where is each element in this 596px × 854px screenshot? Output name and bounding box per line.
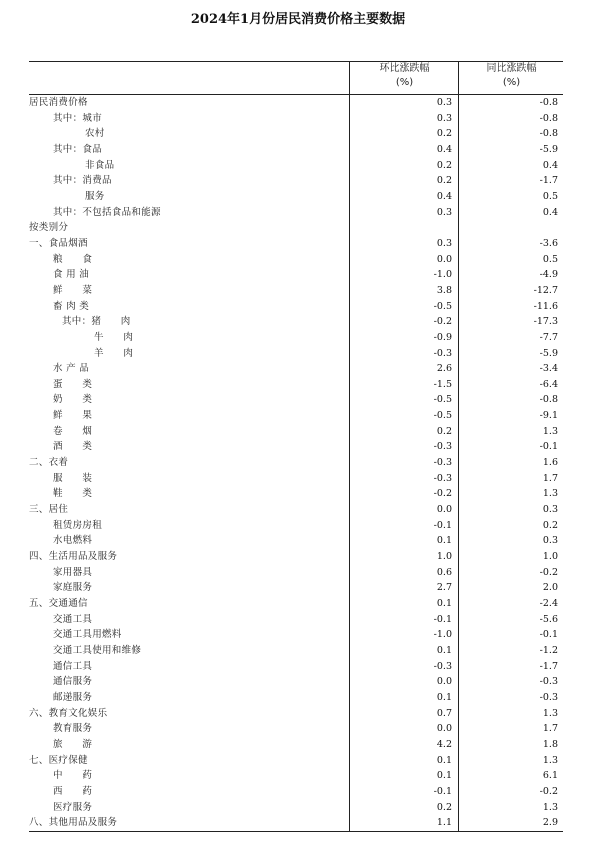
mom-value: -0.5 bbox=[433, 300, 452, 312]
mom-value: 0.3 bbox=[436, 97, 452, 108]
row-label: 家庭服务 bbox=[53, 582, 93, 594]
header-yoy bbox=[458, 62, 564, 94]
row-label: 鞋 类 bbox=[53, 488, 93, 500]
yoy-value: 1.0 bbox=[542, 551, 558, 563]
row-label: 二、衣着 bbox=[29, 457, 69, 469]
yoy-value: 1.3 bbox=[542, 488, 558, 500]
mom-value: -0.5 bbox=[433, 410, 452, 422]
row-label: 五、交通通信 bbox=[29, 598, 88, 609]
table-row bbox=[29, 815, 563, 831]
header-mom-label: 环比涨跌幅 bbox=[379, 63, 430, 74]
yoy-value: 1.3 bbox=[542, 425, 558, 437]
yoy-value: 1.3 bbox=[542, 754, 558, 766]
table-row bbox=[29, 737, 563, 753]
row-label: 水 产 品 bbox=[53, 363, 90, 375]
table-row bbox=[29, 471, 563, 487]
row-label: 粮 食 bbox=[53, 253, 93, 265]
table-row bbox=[29, 158, 563, 174]
table-row bbox=[29, 111, 563, 127]
header-mom bbox=[349, 62, 459, 94]
yoy-value: -3.6 bbox=[539, 237, 558, 249]
mom-value: 0.4 bbox=[436, 143, 452, 155]
row-label: 奶 类 bbox=[53, 394, 93, 406]
row-label: 水电燃料 bbox=[53, 535, 93, 547]
yoy-value: -0.2 bbox=[539, 566, 558, 578]
row-label: 畜 肉 类 bbox=[53, 300, 90, 312]
yoy-value: -5.9 bbox=[539, 347, 558, 359]
mom-value: -0.3 bbox=[433, 441, 452, 453]
row-label: 居民消费价格 bbox=[29, 97, 88, 108]
yoy-value: -0.1 bbox=[539, 441, 558, 453]
table-row bbox=[29, 455, 563, 471]
yoy-value: -1.7 bbox=[539, 660, 558, 672]
table-row bbox=[29, 361, 563, 377]
mom-value: 1.1 bbox=[436, 817, 452, 829]
yoy-value: -7.7 bbox=[539, 331, 558, 343]
table-row bbox=[29, 753, 563, 769]
mom-value: 0.6 bbox=[436, 566, 452, 578]
yoy-value: 1.7 bbox=[542, 723, 558, 735]
row-label: 鲜 菜 bbox=[53, 284, 93, 296]
mom-value: 0.1 bbox=[436, 644, 452, 656]
yoy-value: -0.1 bbox=[539, 629, 558, 641]
mom-value: -0.2 bbox=[433, 316, 452, 328]
row-sublabel: 羊 肉 bbox=[94, 347, 134, 359]
table-row bbox=[29, 706, 563, 722]
yoy-value: -1.7 bbox=[539, 175, 558, 187]
yoy-value: 1.6 bbox=[542, 457, 558, 469]
yoy-value: 0.2 bbox=[542, 519, 558, 531]
mom-value: 0.1 bbox=[436, 754, 452, 766]
row-label: 鲜 果 bbox=[53, 410, 93, 422]
row-label: 医疗服务 bbox=[53, 801, 93, 813]
yoy-value: -5.9 bbox=[539, 143, 558, 155]
yoy-value: -4.9 bbox=[539, 269, 558, 281]
mom-value: 0.2 bbox=[436, 425, 452, 437]
header-yoy-unit: (%) bbox=[502, 77, 521, 88]
yoy-value: -9.1 bbox=[539, 410, 558, 422]
row-sublabel: 非食品 bbox=[85, 159, 115, 171]
mom-value: 0.2 bbox=[436, 128, 452, 140]
row-label: 四、生活用品及服务 bbox=[29, 551, 118, 563]
yoy-value: -0.8 bbox=[539, 97, 558, 108]
table-row bbox=[29, 346, 563, 362]
table-row bbox=[29, 205, 563, 221]
mom-value: 0.0 bbox=[436, 676, 452, 688]
mom-value: -0.1 bbox=[433, 785, 452, 797]
table-row bbox=[29, 189, 563, 205]
row-label: 六、教育文化娱乐 bbox=[29, 707, 108, 719]
table-row bbox=[29, 580, 563, 596]
yoy-value: 1.7 bbox=[542, 472, 558, 484]
row-label: 七、医疗保健 bbox=[29, 754, 88, 766]
yoy-value: -6.4 bbox=[539, 378, 558, 390]
row-label: 服 装 bbox=[53, 472, 93, 484]
yoy-value: -11.6 bbox=[533, 300, 558, 312]
header-yoy-label: 同比涨跌幅 bbox=[486, 63, 537, 74]
table-row bbox=[29, 173, 563, 189]
table-row bbox=[29, 549, 563, 565]
mom-value: -0.3 bbox=[433, 472, 452, 484]
row-label: 一、食品烟酒 bbox=[29, 237, 88, 249]
mom-value: 1.0 bbox=[436, 551, 452, 563]
mom-value: 0.0 bbox=[436, 723, 452, 735]
mom-value: 0.2 bbox=[436, 801, 452, 813]
table-row bbox=[29, 502, 563, 518]
table-row bbox=[29, 627, 563, 643]
table-row bbox=[29, 392, 563, 408]
table-row bbox=[29, 220, 563, 236]
table-row bbox=[29, 252, 563, 268]
row-sublabel: 牛 肉 bbox=[94, 331, 134, 343]
mom-value: -0.5 bbox=[433, 394, 452, 406]
yoy-value: -2.4 bbox=[539, 598, 558, 609]
table-row bbox=[29, 314, 563, 330]
mom-value: -0.1 bbox=[433, 613, 452, 625]
table-row bbox=[29, 721, 563, 737]
table-row bbox=[29, 408, 563, 424]
yoy-value: 1.3 bbox=[542, 707, 558, 719]
table-row bbox=[29, 126, 563, 142]
row-label: 八、其他用品及服务 bbox=[29, 817, 118, 829]
yoy-value: 0.3 bbox=[542, 504, 558, 516]
table-row bbox=[29, 612, 563, 628]
yoy-value: 1.8 bbox=[542, 738, 558, 750]
yoy-value: 0.4 bbox=[542, 159, 558, 171]
row-label: 卷 烟 bbox=[53, 425, 93, 437]
yoy-value: -0.3 bbox=[539, 676, 558, 688]
table-row bbox=[29, 330, 563, 346]
row-label: 其中：消费品 bbox=[53, 175, 112, 187]
mom-value: -0.3 bbox=[433, 457, 452, 469]
table-row bbox=[29, 518, 563, 534]
header-mom-unit: (%) bbox=[395, 77, 414, 88]
row-label: 交通工具 bbox=[53, 613, 93, 625]
mom-value: -1.0 bbox=[433, 269, 452, 281]
yoy-value: -0.2 bbox=[539, 785, 558, 797]
row-sublabel: 农村 bbox=[85, 128, 105, 140]
row-label: 酒 类 bbox=[53, 441, 93, 453]
table-row bbox=[29, 299, 563, 315]
table-row bbox=[29, 486, 563, 502]
mom-value: 0.2 bbox=[436, 175, 452, 187]
mom-value: -0.2 bbox=[433, 488, 452, 500]
row-label: 西 药 bbox=[53, 785, 93, 797]
yoy-value: 1.3 bbox=[542, 801, 558, 813]
yoy-value: -12.7 bbox=[533, 284, 558, 296]
table-row bbox=[29, 800, 563, 816]
yoy-value: -0.8 bbox=[539, 112, 558, 124]
mom-value: 0.3 bbox=[436, 237, 452, 249]
yoy-value: -17.3 bbox=[533, 316, 558, 328]
row-label: 交通工具用燃料 bbox=[53, 629, 122, 641]
row-label: 中 药 bbox=[53, 770, 93, 782]
mom-value: 0.3 bbox=[436, 206, 452, 218]
mom-value: 3.8 bbox=[436, 284, 452, 296]
row-label: 租赁房房租 bbox=[53, 519, 103, 531]
yoy-value: -0.8 bbox=[539, 128, 558, 140]
row-label: 通信服务 bbox=[53, 676, 93, 688]
table-row bbox=[29, 142, 563, 158]
mom-value: 0.1 bbox=[436, 535, 452, 547]
mom-value: -0.3 bbox=[433, 347, 452, 359]
mom-value: -0.1 bbox=[433, 519, 452, 531]
table-row bbox=[29, 267, 563, 283]
table-row bbox=[29, 439, 563, 455]
table-row bbox=[29, 768, 563, 784]
row-label: 其中：城市 bbox=[53, 112, 103, 124]
row-label: 家用器具 bbox=[53, 566, 93, 578]
table-row bbox=[29, 377, 563, 393]
row-label: 三、居住 bbox=[29, 504, 69, 516]
yoy-value: 6.1 bbox=[542, 770, 558, 782]
yoy-value: 0.5 bbox=[542, 190, 558, 202]
mom-value: 4.2 bbox=[436, 738, 452, 750]
row-label: 蛋 类 bbox=[53, 378, 93, 390]
table-row bbox=[29, 565, 563, 581]
row-label: 旅 游 bbox=[53, 738, 93, 750]
table-row bbox=[29, 533, 563, 549]
mom-value: -0.3 bbox=[433, 660, 452, 672]
row-label: 其中：猪 肉 bbox=[62, 316, 131, 328]
mom-value: -0.9 bbox=[433, 331, 452, 343]
yoy-value: -1.2 bbox=[539, 644, 558, 656]
mom-value: 2.7 bbox=[436, 582, 452, 594]
table-row bbox=[29, 659, 563, 675]
mom-value: 0.2 bbox=[436, 159, 452, 171]
table-row bbox=[29, 690, 563, 706]
mom-value: 0.1 bbox=[436, 598, 452, 609]
yoy-value: 0.5 bbox=[542, 253, 558, 265]
table-header bbox=[29, 61, 563, 95]
row-label: 交通工具使用和维修 bbox=[53, 644, 142, 656]
mom-value: 2.6 bbox=[436, 363, 452, 375]
yoy-value: 2.0 bbox=[542, 582, 558, 594]
row-label: 其中：食品 bbox=[53, 143, 103, 155]
table-row bbox=[29, 784, 563, 800]
mom-value: 0.7 bbox=[436, 707, 452, 719]
row-label: 通信工具 bbox=[53, 660, 93, 672]
table-row bbox=[29, 424, 563, 440]
row-sublabel: 服务 bbox=[85, 190, 105, 202]
mom-value: 0.1 bbox=[436, 770, 452, 782]
table-row bbox=[29, 674, 563, 690]
mom-value: 0.4 bbox=[436, 190, 452, 202]
mom-value: 0.0 bbox=[436, 504, 452, 516]
page-title: 2024年1月份居民消费价格主要数据 bbox=[190, 12, 406, 27]
table-row bbox=[29, 283, 563, 299]
row-label: 教育服务 bbox=[53, 723, 93, 735]
table-row bbox=[29, 95, 563, 111]
yoy-value: -3.4 bbox=[539, 363, 558, 375]
yoy-value: 0.3 bbox=[542, 535, 558, 547]
table-body bbox=[29, 95, 563, 832]
yoy-value: -0.8 bbox=[539, 394, 558, 406]
mom-value: 0.3 bbox=[436, 112, 452, 124]
row-label: 其中：不包括食品和能源 bbox=[53, 206, 161, 218]
mom-value: -1.0 bbox=[433, 629, 452, 641]
table-row bbox=[29, 236, 563, 252]
yoy-value: -0.3 bbox=[539, 691, 558, 703]
row-label: 食 用 油 bbox=[53, 269, 90, 281]
yoy-value: 2.9 bbox=[542, 817, 558, 829]
cpi-table bbox=[29, 61, 563, 832]
mom-value: 0.1 bbox=[436, 691, 452, 703]
table-row bbox=[29, 596, 563, 612]
mom-value: -1.5 bbox=[433, 378, 452, 390]
yoy-value: 0.4 bbox=[542, 206, 558, 218]
row-label: 邮递服务 bbox=[53, 691, 93, 703]
mom-value: 0.0 bbox=[436, 253, 452, 265]
table-row bbox=[29, 643, 563, 659]
yoy-value: -5.6 bbox=[539, 613, 558, 625]
row-label: 按类别分 bbox=[29, 222, 69, 234]
